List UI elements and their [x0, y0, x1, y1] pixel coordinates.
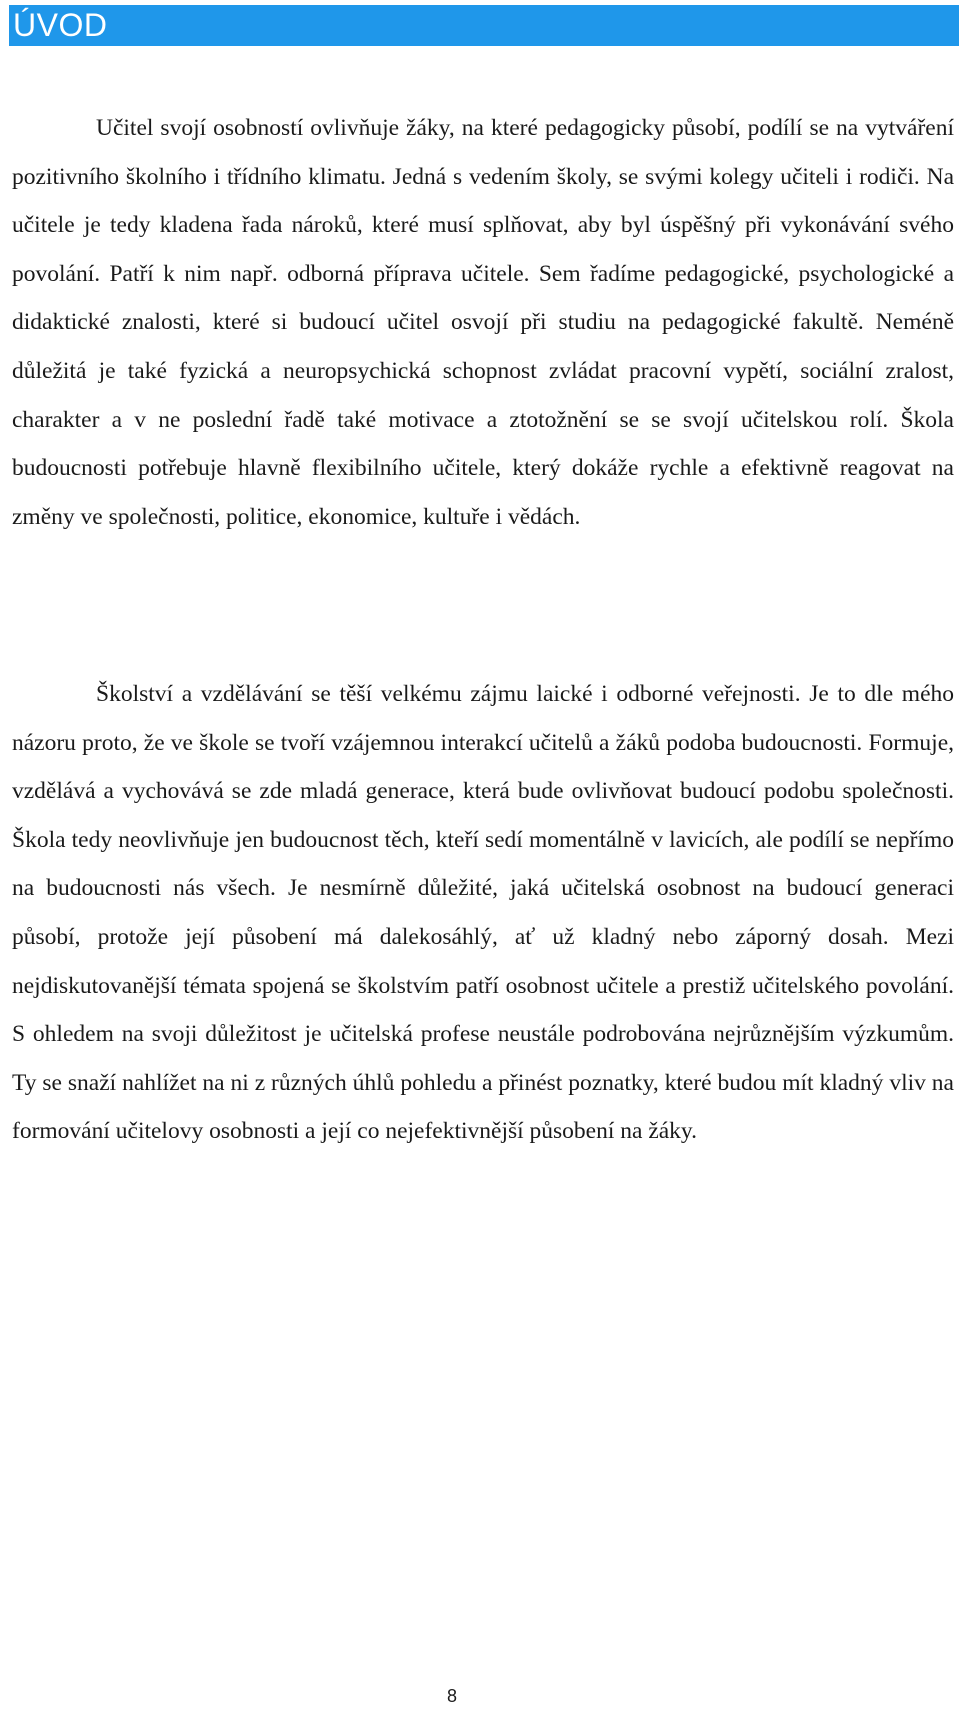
body-section-2 [12, 670, 954, 1156]
body-section-1 [12, 104, 954, 541]
page-number: 8 [446, 1686, 457, 1706]
paragraph-1: Učitel svojí osobností ovlivňuje žáky, na které pedagogicky působí, podílí se na vytváření pozitivního školního i třídního klimatu. Jedná s vedením školy, se svými kolegy učiteli i rodiči. Na učitele je tedy kladena řada nároků, které musí splňovat, aby byl úspěšný při vykonávání svého povolání. Patří k nim např. odborná příprava učitele. Sem řadíme pedagogické, psychologické a didaktické znalosti, které si budoucí učitel osvojí při studiu na pedagogické fakultě. Neméně důležitá je také fyzická a neuropsychická schopnost zvládat pracovní vypětí, sociální zralost, charakter a v ne poslední řadě také motivace a ztotožnění se se svojí učitelskou rolí. Škola budoucnosti potřebuje hlavně flexibilního učitele, který dokáže rychle a efektivně reagovat na změny ve společnosti, politice, ekonomice, kultuře i vědách. [12, 115, 954, 530]
chapter-heading-bar [9, 5, 959, 46]
paragraph-2: Školství a vzdělávání se těší velkému zájmu laické i odborné veřejnosti. Je to dle mého názoru proto, že ve škole se tvoří vzájemnou interakcí učitelů a žáků podoba budoucnosti. Formuje, vzdělává a vychovává se zde mladá generace, která bude ovlivňovat budoucí podobu společnosti. Škola tedy neovlivňuje jen budoucnost těch, kteří sedí momentálně v lavicích, ale podílí se nepřímo na budoucnosti nás všech. Je nesmírně důležité, jaká učitelská osobnost na budoucí generaci působí, protože její působení má dalekosáhlý, ať už kladný nebo záporný dosah. Mezi nejdiskutovanější témata spojená se školstvím patří osobnost učitele a prestiž učitelského povolání. S ohledem na svoji důležitost je učitelská profese neustále podrobována nejrůznějším výzkumům. Ty se snaží nahlížet na ni z různých úhlů pohledu a přinést poznatky, které budou mít kladný vliv na formování učitelovy osobnosti a její co nejefektivnější působení na žáky. [12, 681, 954, 1145]
chapter-title: ÚVOD [13, 7, 108, 43]
